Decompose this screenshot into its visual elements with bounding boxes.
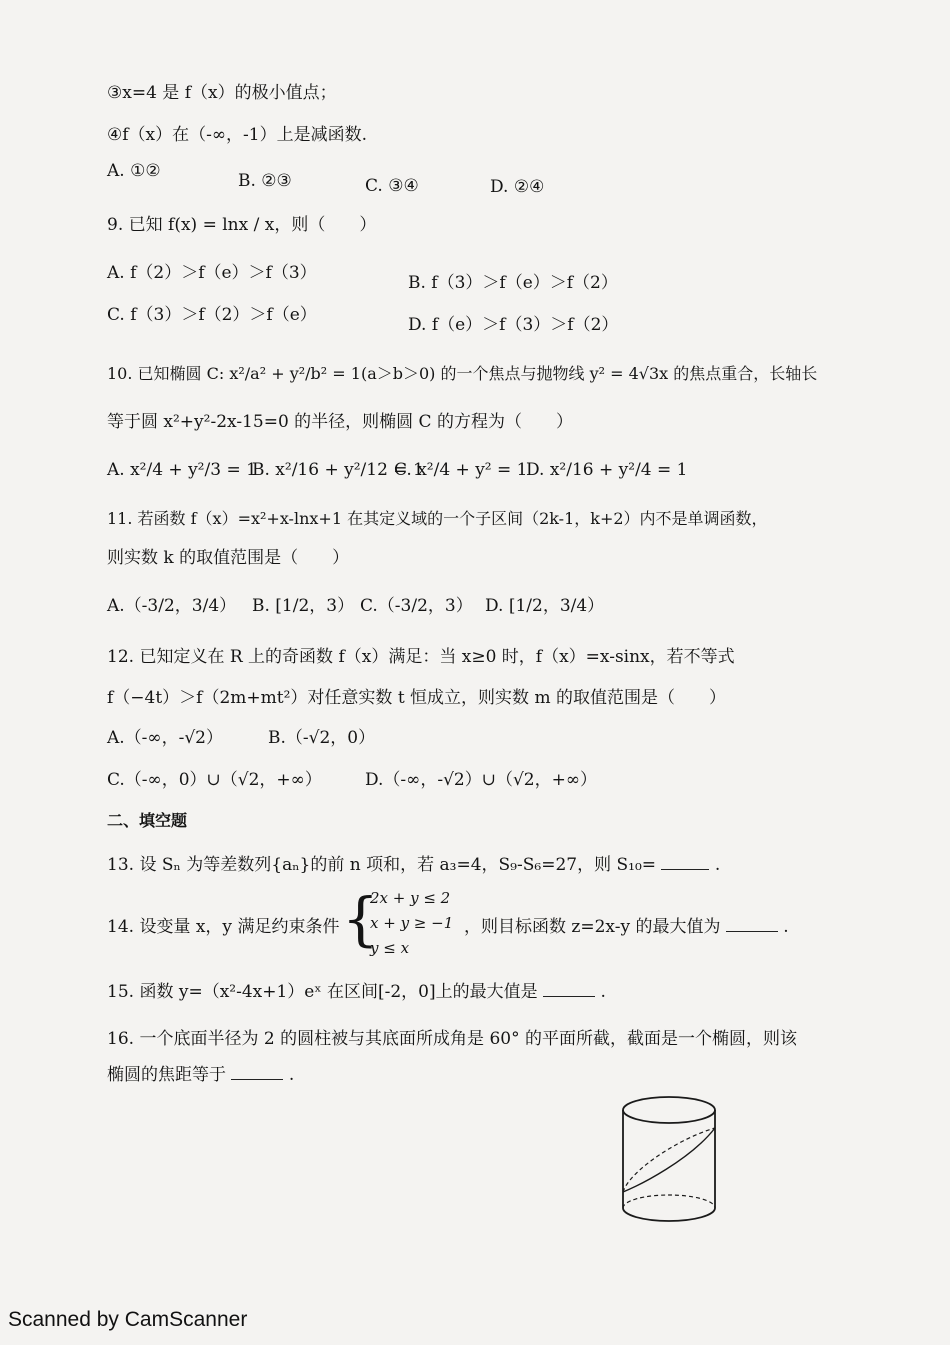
- q15-period: .: [600, 982, 606, 1002]
- q8-option-c: C. ③④: [365, 176, 419, 196]
- q10-option-a: A. x²/4 + y²/3 = 1: [107, 460, 257, 480]
- q14-period: .: [783, 917, 789, 937]
- q13: [107, 854, 720, 876]
- q11-stem-line2: 则实数 k 的取值范围是（ ）: [107, 548, 350, 568]
- q15-text: 15. 函数 y=（x²-4x+1）eˣ 在区间[-2，0]上的最大值是: [107, 982, 538, 1002]
- q12-option-c: C.（-∞，0）∪（√2，+∞）: [107, 770, 322, 790]
- q8-option-b: B. ②③: [238, 171, 292, 191]
- section-2-title: 二、填空题: [107, 811, 188, 830]
- q15-answer-blank[interactable]: [543, 996, 595, 997]
- q12-option-b: B.（-√2，0）: [268, 728, 376, 748]
- item-4: ④f（x）在（-∞，-1）上是减函数.: [107, 125, 367, 145]
- q11-option-d: D. [1/2，3/4）: [485, 596, 605, 616]
- q10-option-d: D. x²/16 + y²/4 = 1: [526, 460, 688, 480]
- q11-option-b: B. [1/2，3）: [252, 596, 355, 616]
- q11-stem-line1: 11. 若函数 f（x）=x²+x-lnx+1 在其定义域的一个子区间（2k-1，k+2）内不是单调函数，: [107, 509, 768, 528]
- q10-option-b: B. x²/16 + y²/12 = 1: [252, 460, 424, 480]
- q16-answer-blank[interactable]: [231, 1079, 283, 1080]
- q10-option-c: C. x²/4 + y² = 1: [394, 460, 528, 480]
- item-3: ③x=4 是 f（x）的极小值点；: [107, 83, 337, 103]
- q13-period: .: [714, 855, 721, 875]
- q14-constraint-2: x + y ≥ −1: [370, 914, 454, 932]
- q9-option-d: D. f（e）＞f（3）＞f（2）: [408, 315, 619, 335]
- q14-answer-blank[interactable]: [726, 931, 778, 932]
- q13-answer-blank[interactable]: [661, 869, 709, 870]
- q12-option-a: A.（-∞，-√2）: [107, 728, 223, 748]
- q16-line1: 16. 一个底面半径为 2 的圆柱被与其底面所成角是 60° 的平面所截，截面是一个椭圆，则该: [107, 1029, 798, 1049]
- q16-text: 椭圆的焦距等于: [107, 1065, 226, 1085]
- q16-period: .: [288, 1065, 295, 1085]
- cylinder-figure: [610, 1090, 730, 1240]
- q14-brace: {: [342, 885, 379, 953]
- footer-watermark: Scanned by CamScanner: [8, 1308, 248, 1331]
- q14-constraint-1: 2x + y ≤ 2: [370, 889, 451, 907]
- q12-stem-line1: 12. 已知定义在 R 上的奇函数 f（x）满足：当 x≥0 时，f（x）=x-sinx，若不等式: [107, 647, 735, 667]
- q9-option-b: B. f（3）＞f（e）＞f（2）: [408, 273, 618, 293]
- q14-constraint-3: y ≤ x: [370, 939, 410, 957]
- q9-stem: 9. 已知 f(x) = lnx / x，则（ ）: [107, 215, 377, 235]
- q11-option-c: C.（-3/2，3）: [360, 596, 473, 616]
- q15: [107, 981, 606, 1003]
- q8-option-d: D. ②④: [490, 177, 545, 197]
- q12-stem-line2: f（−4t）＞f（2m+mt²）对任意实数 t 恒成立，则实数 m 的取值范围是（ ）: [107, 688, 726, 708]
- q10-stem-line2: 等于圆 x²+y²-2x-15=0 的半径，则椭圆 C 的方程为（ ）: [107, 412, 573, 432]
- q8-option-a: A. ①②: [107, 161, 161, 181]
- q9-option-c: C. f（3）＞f（2）＞f（e）: [107, 305, 317, 325]
- q11-option-a: A.（-3/2，3/4）: [107, 596, 237, 616]
- q13-text: 13. 设 Sₙ 为等差数列{aₙ}的前 n 项和，若 a₃=4，S₉-S₆=27，则 S₁₀=: [107, 855, 657, 875]
- q14-text: ，则目标函数 z=2x-y 的最大值为: [464, 917, 721, 937]
- q12-option-d: D.（-∞，-√2）∪（√2，+∞）: [365, 770, 598, 790]
- q9-option-a: A. f（2）＞f（e）＞f（3）: [107, 263, 317, 283]
- q14-tail: [464, 916, 789, 938]
- q14-pre: 14. 设变量 x，y 满足约束条件: [107, 917, 340, 937]
- q16-line2: [107, 1064, 294, 1086]
- q10-stem-line1: 10. 已知椭圆 C: x²/a² + y²/b² = 1(a＞b＞0) 的一个焦点与抛物线 y² = 4√3x 的焦点重合，长轴长: [107, 364, 818, 383]
